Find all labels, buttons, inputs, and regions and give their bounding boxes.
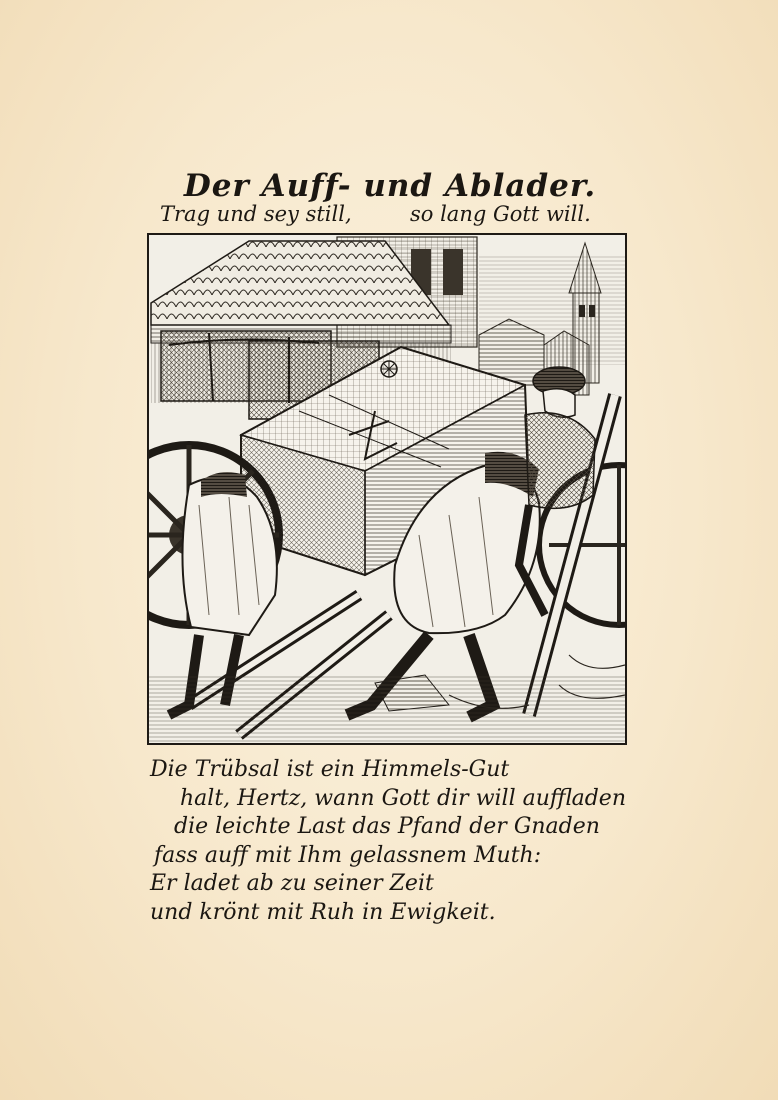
motto-left: Trag und sey still,: [160, 202, 352, 226]
engraving-plate: [147, 233, 627, 745]
verse-line: Die Trübsal ist ein Himmels-Gut: [150, 757, 510, 782]
verse-line: die leichte Last das Pfand der Gnaden: [174, 814, 600, 839]
verse-line: Er ladet ab zu seiner Zeit: [150, 871, 434, 896]
engraving-illustration: [149, 235, 625, 743]
verse-line: und krönt mit Ruh in Ewigkeit.: [150, 899, 496, 925]
verse-block: [148, 756, 648, 927]
page-title: Der Auff- und Ablader.: [183, 168, 597, 204]
motto-right: so lang Gott will.: [410, 202, 591, 226]
verse-line: halt, Hertz, wann Gott dir will auffladen: [180, 785, 626, 811]
verse-line: fass auff mit Ihm gelassnem Muth:: [154, 842, 542, 868]
